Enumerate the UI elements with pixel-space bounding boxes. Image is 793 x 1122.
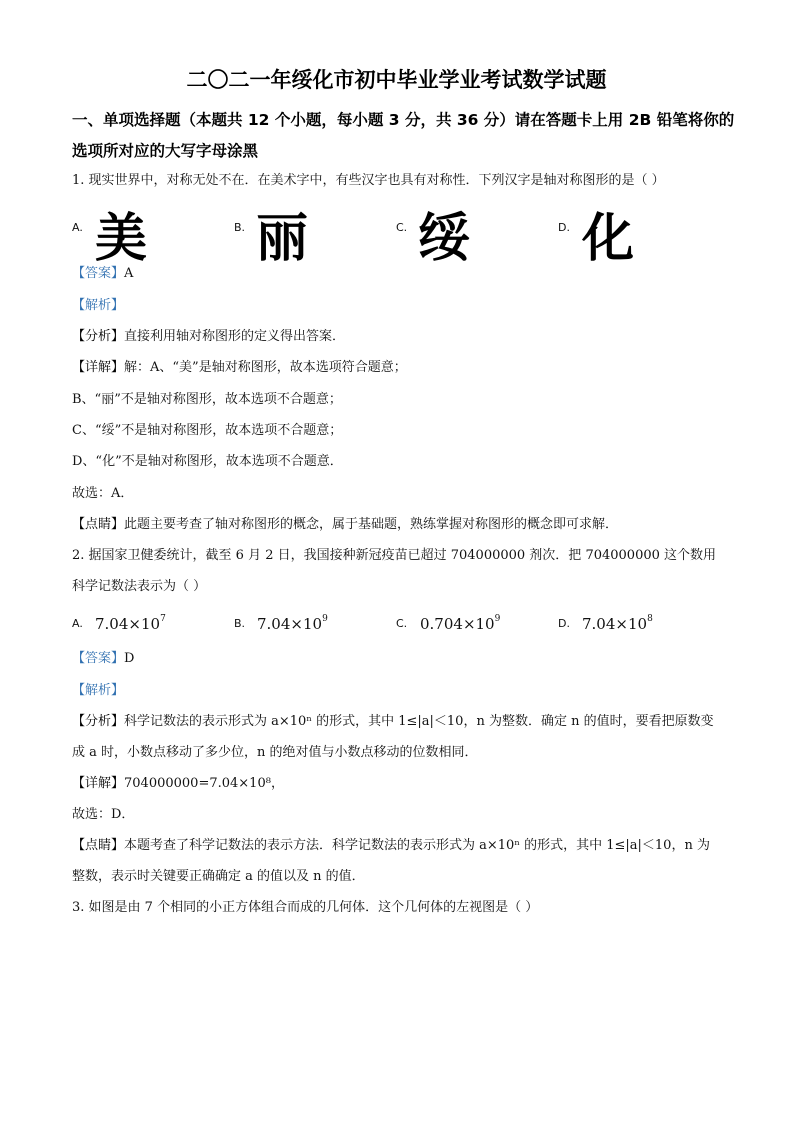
page-title: 二〇二一年绥化市初中毕业学业考试数学试题: [186, 68, 607, 92]
q1-option-b-label: B.: [234, 221, 246, 234]
q1-stem: 1. 现实世界中，对称无处不在．在美术字中，有些汉字也具有对称性．下列汉字是轴对称图形的是（ ）: [72, 173, 665, 188]
q2-dianjing-line1: 【点睛】本题考查了科学记数法的表示方法．科学记数法的表示形式为 a×10ⁿ 的形式，其中 1≤|a|＜10，n 为: [72, 838, 710, 853]
q1-option-d-char: 化: [582, 209, 635, 269]
q2-option-b-value: $7.04\times 10^9$: [257, 614, 328, 633]
q2-option-b-label: B.: [234, 617, 246, 630]
q1-xiangjie: 【详解】解：A、“美”是轴对称图形，故本选项符合题意；: [72, 360, 407, 375]
q1-dianjing: 【点睛】此题主要考查了轴对称图形的概念，属于基础题，熟练掌握对称图形的概念即可求解．: [72, 517, 619, 532]
section-heading-line2: 选项所对应的大写字母涂黑: [72, 142, 259, 160]
q1-option-d-label: D.: [558, 221, 570, 234]
q1-option-a-char: 美: [95, 209, 148, 269]
q2-choose: 故选：D．: [72, 807, 135, 822]
q1-option-b-char: 丽: [256, 209, 309, 269]
q2-fenxi-line1: 【分析】科学记数法的表示形式为 a×10ⁿ 的形式，其中 1≤|a|＜10，n 为整数．确定 n 的值时，要看把原数变: [72, 714, 714, 729]
q2-option-c-label: C.: [396, 617, 408, 630]
q1-choose: 故选：A．: [72, 486, 134, 501]
q2-option-d-value: $7.04\times 10^8$: [582, 614, 653, 633]
q2-stem-line2: 科学记数法表示为（ ）: [72, 579, 207, 594]
q1-option-c-label: C.: [396, 221, 408, 234]
q1-b-line: B、“丽”不是轴对称图形，故本选项不合题意；: [72, 392, 342, 407]
q2-option-a-value: $7.04\times 10^7$: [95, 614, 166, 633]
q1-option-a-label: A.: [72, 221, 83, 234]
q2-fenxi-line2: 成 a 时，小数点移动了多少位，n 的绝对值与小数点移动的位数相同．: [72, 745, 478, 760]
q2-stem-line1: 2. 据国家卫健委统计，截至 6 月 2 日，我国接种新冠疫苗已超过 704000000 剂次．把 704000000 这个数用: [72, 548, 717, 563]
q3-stem: 3. 如图是由 7 个相同的小正方体组合而成的几何体．这个几何体的左视图是（ ）: [72, 900, 539, 915]
q2-answer: 【答案】D: [72, 651, 135, 666]
q2-option-d-label: D.: [558, 617, 570, 630]
q1-option-c-char: 绥: [418, 209, 471, 269]
q1-answer: 【答案】A: [72, 266, 134, 281]
q2-dianjing-line2: 整数，表示时关键要正确确定 a 的值以及 n 的值．: [72, 869, 365, 884]
section-heading-line1: 一、单项选择题（本题共 12 个小题，每小题 3 分，共 36 分）请在答题卡上用 2B 铅笔将你的: [72, 111, 735, 129]
q2-xiangjie: 【详解】704000000=7.04×10⁸，: [72, 776, 284, 791]
q1-d-line: D、“化”不是轴对称图形，故本选项不合题意．: [72, 454, 343, 469]
q2-option-a-label: A.: [72, 617, 83, 630]
q1-fenxi: 【分析】直接利用轴对称图形的定义得出答案．: [72, 329, 346, 344]
q2-analysis-tag: 【解析】: [72, 683, 125, 698]
q1-analysis-tag: 【解析】: [72, 298, 125, 313]
q2-option-c-value: $0.704\times 10^9$: [420, 614, 501, 633]
q1-c-line: C、“绥”不是轴对称图形，故本选项不合题意；: [72, 423, 343, 438]
